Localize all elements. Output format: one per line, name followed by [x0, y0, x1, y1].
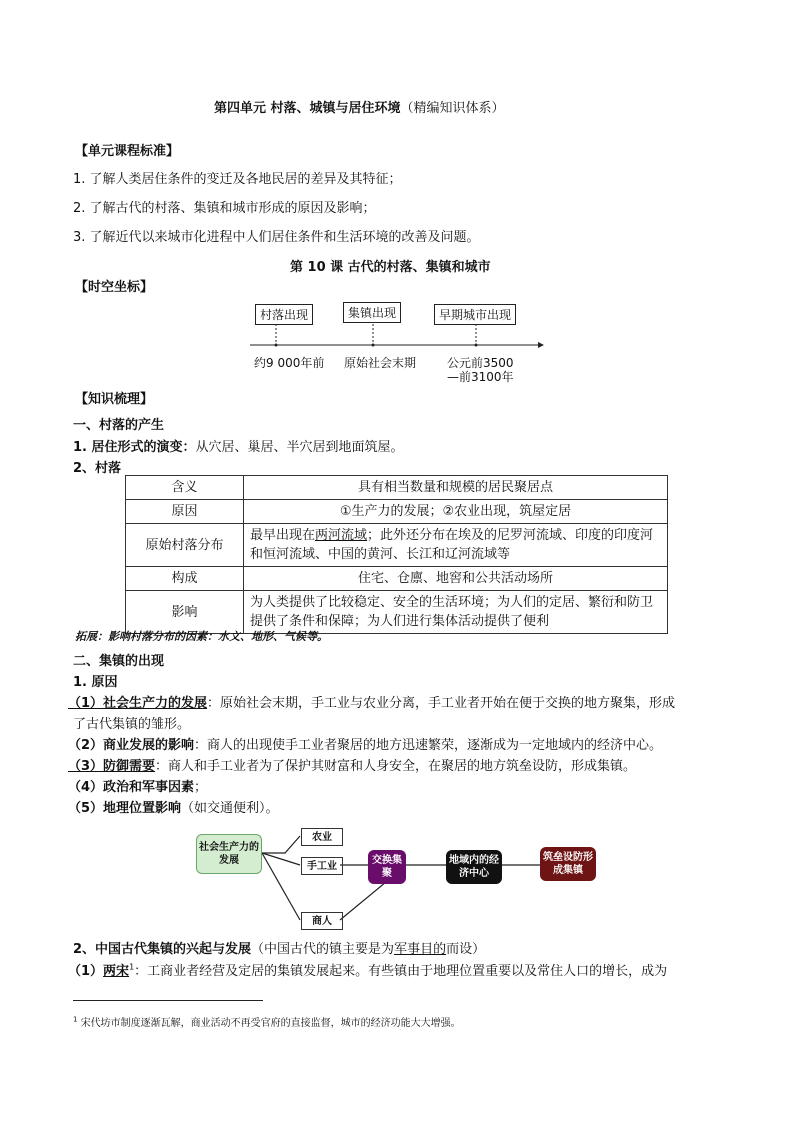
cause-3-text: ：商人和手工业者为了保护其财富和人身安全，在聚居的地方筑垒设防，形成集镇。	[155, 759, 637, 774]
event-village: 村落出现	[255, 304, 313, 325]
section-2-title: 二、集镇的出现	[73, 654, 165, 669]
standard-item-3: 3. 了解近代以来城市化进程中人们居住条件和生活环境的改善及问题。	[73, 230, 480, 245]
cause-5	[68, 797, 279, 816]
table-row	[126, 524, 668, 567]
time-village: 约9 000年前	[254, 356, 325, 370]
row-header-meaning: 含义	[126, 476, 244, 500]
fortified-town-box: 筑垒设防形成集镇	[540, 847, 596, 881]
standard-item-1: 1. 了解人类居住条件的变迁及各地民居的差异及其特征；	[73, 172, 402, 187]
cause-3-label: （3）防御需要	[68, 759, 156, 774]
extension-note: 拓展：影响村落分布的因素：水文、地形、气候等。	[75, 630, 328, 643]
section-1-title: 一、村落的产生	[73, 418, 165, 433]
handicraft-box: 手工业	[301, 857, 343, 875]
song-period: 两宋	[103, 964, 130, 979]
song-paragraph	[68, 960, 667, 979]
village-table	[125, 475, 668, 634]
time-town: 原始社会末期	[344, 356, 417, 370]
knowledge-heading: 【知识梳理】	[75, 392, 154, 407]
section-3-title-main: 2、中国古代集镇的兴起与发展	[73, 942, 252, 957]
dist-text-b: ；此外还分布在埃及的尼罗河流域、印度的印度河和恒河流域、中国的黄河、长江和辽河流域等	[250, 528, 654, 562]
time-city-start: 公元前3500	[447, 356, 514, 370]
economic-center-box: 地域内的经济中心	[446, 850, 502, 884]
evolution-label: 1. 居住形式的演变：	[73, 440, 196, 455]
row-header-distribution: 原始村落分布	[126, 524, 244, 567]
dist-text-a: 最早出现在	[250, 528, 316, 543]
footnote-text: 宋代坊市制度逐渐瓦解，商业活动不再受官府的直接监督，城市的经济功能大大增强。	[80, 1018, 461, 1029]
evolution-text: 从穴居、巢居、半穴居到地面筑屋。	[195, 440, 404, 455]
standard-item-2: 2. 了解古代的村落、集镇和城市形成的原因及影响；	[73, 201, 376, 216]
cause-2-text: ：商人的出现使手工业者聚居的地方迅速繁荣，逐渐成为一定地域内的经济中心。	[194, 738, 663, 753]
event-town: 集镇出现	[343, 302, 401, 323]
row-value-meaning: 具有相当数量和规模的居民聚居点	[244, 476, 668, 500]
song-label: （1）	[68, 964, 104, 979]
footnote-number: 1	[73, 1015, 78, 1024]
cause-2-label: （2）商业发展的影响	[68, 738, 195, 753]
song-text: ：工商业者经营及定居的集镇发展起来。有些镇由于地理位置重要以及常住人口的增长，成为	[134, 964, 668, 979]
section-3-note-a: （中国古代的镇主要是为	[251, 942, 395, 957]
section-3-note-b: 而设）	[446, 942, 486, 957]
cause-1-label: （1）社会生产力的发展	[68, 696, 208, 711]
row-header-impact: 影响	[126, 591, 244, 634]
table-row	[126, 567, 668, 591]
row-header-composition: 构成	[126, 567, 244, 591]
cause-5-label: （5）地理位置影响	[68, 801, 182, 816]
cause-subtitle: 1. 原因	[73, 675, 118, 690]
cause-1-text: ：原始社会末期，手工业与农业分离，手工业者开始在便于交换的地方聚集，形成	[207, 696, 676, 711]
evolution-line	[73, 436, 404, 455]
row-header-cause: 原因	[126, 500, 244, 524]
cause-4	[68, 776, 207, 795]
section-3-note-highlight: 军事目的	[394, 942, 447, 957]
event-city: 早期城市出现	[434, 304, 516, 325]
footnote	[73, 1014, 461, 1029]
row-value-composition: 住宅、仓廪、地窖和公共活动场所	[244, 567, 668, 591]
table-row	[126, 500, 668, 524]
merchant-box: 商人	[301, 912, 343, 930]
footnote-ref[interactable]: 1	[129, 962, 135, 972]
cause-1	[68, 692, 675, 711]
timeline-heading: 【时空坐标】	[75, 280, 154, 295]
section-3-title	[73, 938, 485, 957]
village-subtitle: 2、村落	[73, 461, 122, 476]
exchange-box: 交换集聚	[368, 850, 406, 884]
table-row	[126, 476, 668, 500]
unit-title-main: 第四单元 村落、城镇与居住环境	[214, 101, 401, 116]
unit-title	[214, 97, 505, 116]
cause-4-text: ；	[194, 780, 208, 795]
row-value-distribution	[244, 524, 668, 567]
agriculture-box: 农业	[301, 828, 343, 846]
time-city-end: —前3100年	[447, 370, 514, 384]
cause-5-text: （如交通便利）。	[181, 801, 279, 816]
cause-3	[68, 755, 636, 774]
cause-4-label: （4）政治和军事因素	[68, 780, 195, 795]
cause-2	[68, 734, 662, 753]
footnote-divider	[73, 1000, 263, 1001]
row-value-cause: ①生产力的发展；②农业出现，筑屋定居	[244, 500, 668, 524]
productivity-box: 社会生产力的发展	[196, 834, 262, 874]
row-value-impact: 为人类提供了比较稳定、安全的生活环境；为人们的定居、繁衍和防卫提供了条件和保障；为人们进行集体活动提供了便利	[244, 591, 668, 634]
lesson-title: 第 10 课 古代的村落、集镇和城市	[290, 260, 491, 275]
dist-text-highlight: 两河流域	[315, 528, 368, 543]
standards-heading: 【单元课程标准】	[75, 144, 180, 159]
unit-title-suffix: （精编知识体系）	[400, 101, 505, 116]
cause-1-cont: 了古代集镇的雏形。	[73, 717, 191, 732]
